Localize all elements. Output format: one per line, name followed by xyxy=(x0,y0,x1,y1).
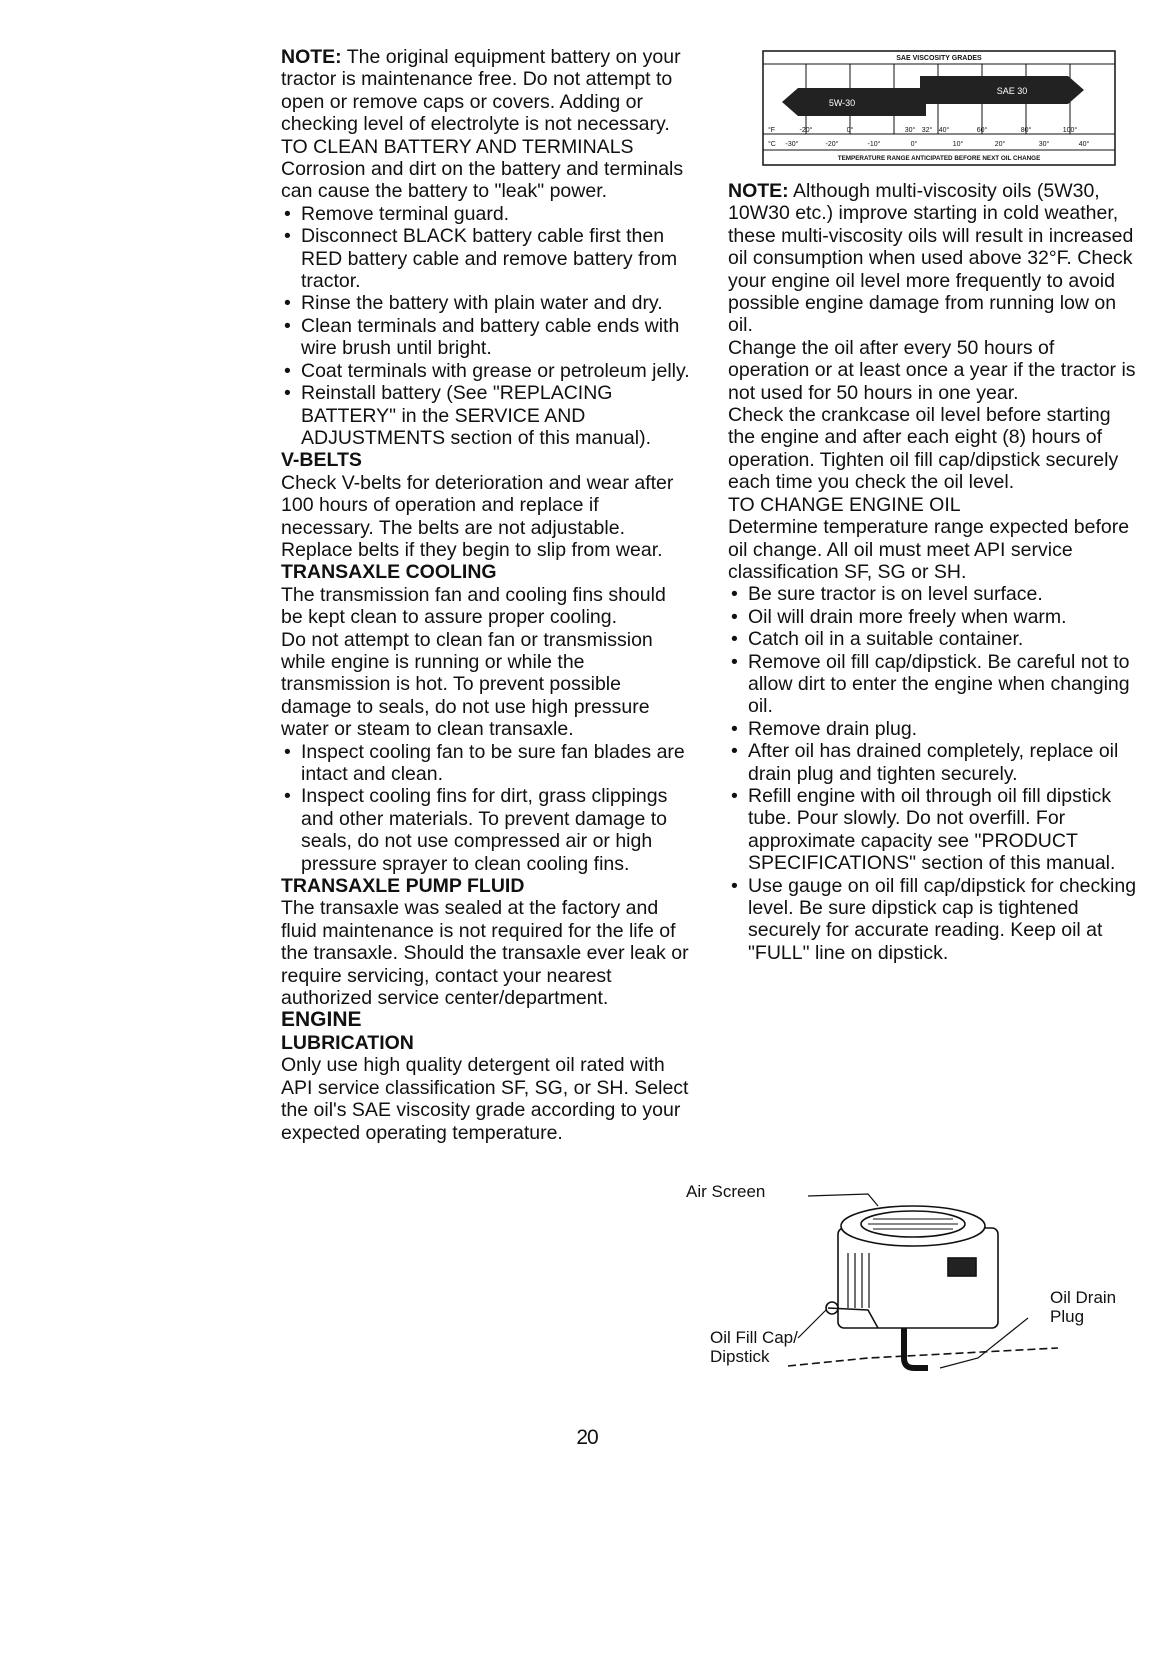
tick-label: -20° xyxy=(825,141,839,148)
chart-footer: TEMPERATURE RANGE ANTICIPATED BEFORE NEXT OIL CHANGE xyxy=(837,155,1041,162)
cooling-text-2: Do not attempt to clean fan or transmission while engine is running or while the transmission is hot. To prevent possible damage to seals, do not use high pressure water or steam to clean transaxle. xyxy=(281,628,653,741)
vbelts-heading: V-BELTS xyxy=(281,449,362,472)
drain-pipe xyxy=(904,1328,928,1368)
plug-label: Plug xyxy=(1050,1307,1085,1326)
page-number: 20 xyxy=(576,1426,598,1449)
tick-label: 40° xyxy=(938,127,950,134)
list-item: • Reinstall battery (See "REPLACING BATTERY" in the SERVICE AND ADJUSTMENTS section of this manual). xyxy=(281,382,691,449)
air-screen-disc xyxy=(841,1206,985,1246)
tick-label: 10° xyxy=(952,141,964,148)
tick-label: 20° xyxy=(994,141,1006,148)
viscosity-note xyxy=(728,180,1138,337)
clean-battery-heading: TO CLEAN BATTERY AND TERMINALS xyxy=(281,135,634,158)
cooling-text-1: The transmission fan and cooling fins should be kept clean to assure proper cooling. xyxy=(281,583,666,629)
oil-drain-label: Oil Drain xyxy=(1050,1288,1117,1307)
list-item: • Be sure tractor is on level surface. xyxy=(728,583,1138,605)
lubrication-text: Only use high quality detergent oil rated with API service classification SF, SG, or SH. Select the oil's SAE viscosity grade according to your expected operating temperature. xyxy=(281,1054,689,1144)
pump-text: The transaxle was sealed at the factory and fluid maintenance is not required for the life of the transaxle. Should the transaxle ever leak or require servicing, contact your nearest authorized service center/department. xyxy=(281,897,689,1010)
dipstick-label: Dipstick xyxy=(710,1347,770,1366)
sae-viscosity-chart xyxy=(762,50,1116,166)
note-text: Although multi-viscosity oils (5W30, 10W30 etc.) improve starting in cold weather, these multi-viscosity oils will result in increased oil consumption when used above 32°F. Check your engine oil level more frequently to avoid possible engine damage from running low on oil. xyxy=(728,180,1134,337)
tick-label: 40° xyxy=(1078,141,1090,148)
left-column xyxy=(281,46,691,1144)
list-item: • Inspect cooling fan to be sure fan blades are intact and clean. xyxy=(281,741,691,786)
sae30-label: SAE 30 xyxy=(996,86,1028,96)
air-screen-leader xyxy=(808,1194,878,1206)
tick-label: 30° xyxy=(904,127,916,134)
list-item: • Use gauge on oil fill cap/dipstick for checking level. Be sure dipstick cap is tightened securely for accurate reading. Keep oil at "FULL" line on dipstick. xyxy=(728,875,1138,965)
tick-label: 0° xyxy=(910,141,918,148)
transaxle-pump-heading: TRANSAXLE PUMP FLUID xyxy=(281,875,525,898)
list-item: • Inspect cooling fins for dirt, grass clippings and other materials. To prevent damage to seals, do not use compressed air or high pressure sprayer to clean cooling fins. xyxy=(281,785,691,875)
tick-label: 0° xyxy=(846,127,854,134)
oil-drain-leader xyxy=(940,1318,1028,1368)
change-engine-oil-heading: TO CHANGE ENGINE OIL xyxy=(728,493,961,516)
celsius-ticks xyxy=(786,140,1090,148)
right-column xyxy=(728,180,1138,964)
list-item: • Clean terminals and battery cable ends with wire brush until bright. xyxy=(281,315,691,360)
change-oil-intro: Determine temperature range expected before oil change. All oil must meet API service classification SF, SG or SH. xyxy=(728,516,1130,583)
change-oil-interval-text: Change the oil after every 50 hours of operation or at least once a year if the tractor is not used for 50 hours in one year. xyxy=(728,336,1136,404)
5w30-label: 5W-30 xyxy=(828,98,856,108)
tick-label: -20° xyxy=(799,127,813,134)
tick-label: -30° xyxy=(785,141,799,148)
dipstick-tube xyxy=(828,1308,878,1328)
list-item: • Remove oil fill cap/dipstick. Be careful not to allow dirt to enter the engine when changing oil. xyxy=(728,651,1138,718)
list-item: • Catch oil in a suitable container. xyxy=(728,628,1138,650)
battery-note xyxy=(281,46,691,136)
fahrenheit-ticks xyxy=(800,126,1078,134)
cooling-steps-list xyxy=(281,741,691,875)
deck-line xyxy=(788,1348,1058,1366)
transaxle-cooling-heading: TRANSAXLE COOLING xyxy=(281,561,497,584)
tick-label: -10° xyxy=(867,141,881,148)
tick-label: 80° xyxy=(1020,127,1032,134)
list-item: • Disconnect BLACK battery cable first then RED battery cable and remove battery from tractor. xyxy=(281,225,691,292)
clean-battery-text: Corrosion and dirt on the battery and terminals can cause the battery to "leak" power. xyxy=(281,158,684,203)
vbelts-text: Check V-belts for deterioration and wear after 100 hours of operation and replace if necessary. The belts are not adjustable. Replace belts if they begin to slip from wear. xyxy=(281,471,674,561)
tick-label: 60° xyxy=(976,127,988,134)
chart-title: SAE VISCOSITY GRADES xyxy=(896,55,982,62)
tick-label: 32° xyxy=(921,127,933,134)
note-text: The original equipment battery on your tractor is maintenance free. Do not attempt to open or remove caps or covers. Adding or checking level of electrolyte is not necessary. xyxy=(281,46,681,136)
tick-label: 30° xyxy=(1038,141,1050,148)
change-oil-steps-list xyxy=(728,583,1138,964)
engine-diagram xyxy=(686,1182,1148,1388)
oil-fill-cap-label: Oil Fill Cap/ xyxy=(710,1328,798,1347)
list-item: • After oil has drained completely, replace oil drain plug and tighten securely. xyxy=(728,740,1138,785)
tick-label: 100° xyxy=(1062,127,1078,134)
engine-heading: ENGINE xyxy=(281,1008,362,1032)
celsius-unit: °C xyxy=(768,141,776,148)
air-screen-label: Air Screen xyxy=(686,1182,766,1201)
clean-steps-list xyxy=(281,203,691,449)
oil-fill-leader xyxy=(798,1310,826,1338)
lubrication-heading: LUBRICATION xyxy=(281,1031,414,1054)
note-label: NOTE: xyxy=(281,46,342,68)
engine-label-block xyxy=(948,1258,976,1276)
list-item: • Oil will drain more freely when warm. xyxy=(728,606,1138,628)
fahrenheit-unit: °F xyxy=(768,127,776,134)
list-item: • Coat terminals with grease or petroleum jelly. xyxy=(281,360,691,382)
list-item: • Rinse the battery with plain water and dry. xyxy=(281,292,691,314)
list-item: • Remove terminal guard. xyxy=(281,203,691,225)
list-item: • Remove drain plug. xyxy=(728,718,1138,740)
note-label: NOTE: xyxy=(728,180,789,202)
check-oil-text: Check the crankcase oil level before starting the engine and after each eight (8) hours of operation. Tighten oil fill cap/dipstick securely each time you check the oil level. xyxy=(728,404,1119,494)
list-item: • Refill engine with oil through oil fill dipstick tube. Pour slowly. Do not overfill. For approximate capacity see "PRODUCT SPECIFICATIONS" section of this manual. xyxy=(728,785,1138,875)
